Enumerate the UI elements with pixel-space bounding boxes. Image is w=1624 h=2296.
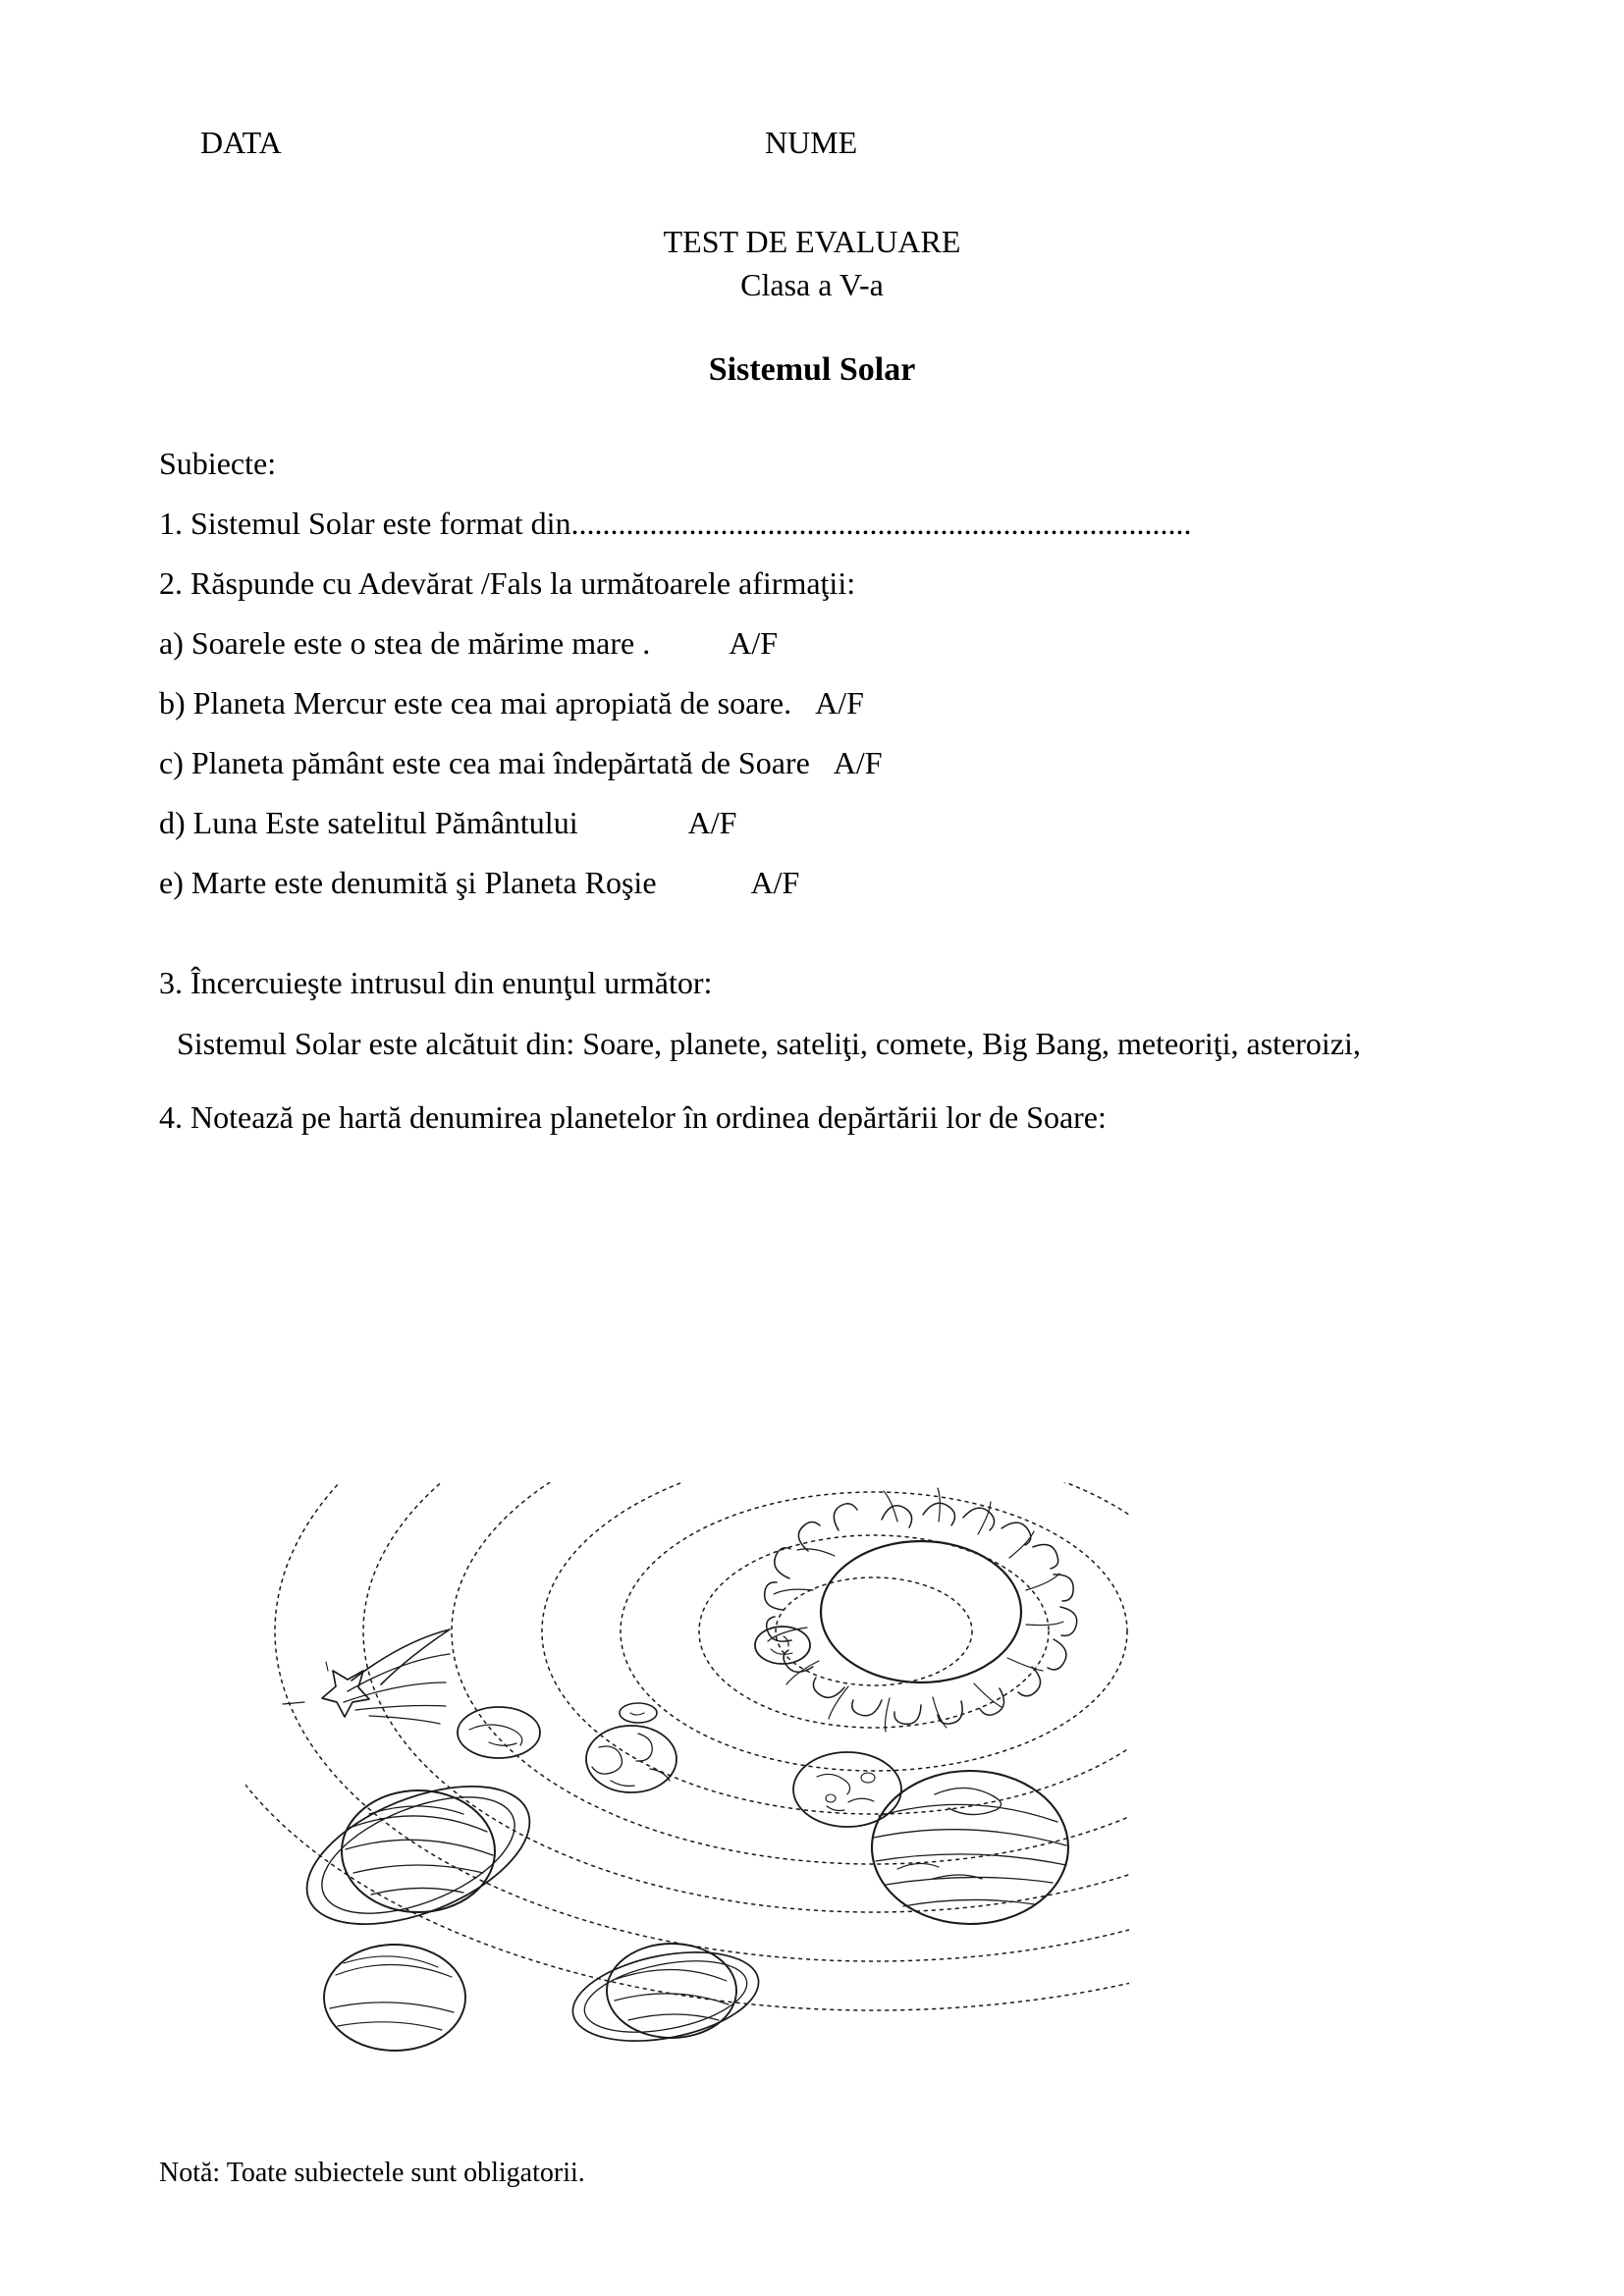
truefalse-a-text: a) Soarele este o stea de mărime mare . bbox=[159, 625, 651, 661]
moon bbox=[620, 1703, 657, 1723]
question-1 bbox=[159, 504, 1475, 543]
truefalse-b-spacer bbox=[791, 683, 815, 722]
question-4: 4. Notează pe hartă denumirea planetelor în ordinea depărtării lor de Soare: bbox=[159, 1099, 1107, 1135]
questions-container bbox=[159, 444, 1475, 1157]
orbit-earth bbox=[621, 1492, 1127, 1771]
truefalse-item-e bbox=[159, 863, 1475, 902]
mars bbox=[793, 1752, 901, 1827]
orbit-jupiter bbox=[452, 1453, 1129, 1864]
question-1-text: 1. Sistemul Solar este format din bbox=[159, 506, 571, 541]
uranus bbox=[566, 1938, 767, 2055]
page-title: Sistemul Solar bbox=[708, 351, 916, 388]
question-2: 2. Răspunde cu Adevărat /Fals la următoarele afirmaţii: bbox=[159, 565, 856, 601]
orbit-saturn bbox=[363, 1453, 1129, 1912]
truefalse-e-spacer bbox=[657, 863, 751, 902]
orbit-paths bbox=[245, 1453, 1129, 2010]
orbit-mercury bbox=[776, 1577, 972, 1685]
name-label: NUME bbox=[765, 125, 858, 160]
test-title-block bbox=[159, 220, 1465, 306]
sun-with-corona bbox=[765, 1488, 1077, 1732]
uranus-ring-inner bbox=[578, 1949, 753, 2045]
saturn-ring-outer bbox=[288, 1758, 549, 1951]
subjects-label: Subiecte: bbox=[159, 446, 277, 481]
comet-head bbox=[322, 1671, 369, 1717]
question-1-answer-dots[interactable]: ............................................................................... bbox=[570, 506, 1192, 541]
truefalse-b-text: b) Planeta Mercur este cea mai apropiată de soare. bbox=[159, 685, 792, 721]
truefalse-e-answer[interactable]: A/F bbox=[750, 865, 800, 900]
saturn bbox=[288, 1758, 549, 1951]
truefalse-d-text: d) Luna Este satelitul Pământului bbox=[159, 805, 578, 840]
class-label: Clasa a V-a bbox=[740, 267, 884, 302]
question-3-statement[interactable]: Sistemul Solar este alcătuit din: Soare, planete, sateliţi, comete, Big Bang, meteoriţi, asteroizi, bbox=[177, 1026, 1361, 1061]
neptune bbox=[324, 1945, 465, 2051]
question-3: 3. Încercuieşte intrusul din enunţul următor: bbox=[159, 965, 713, 1000]
truefalse-item-b bbox=[159, 683, 1475, 722]
footer-note: Notă: Toate subiectele sunt obligatorii. bbox=[159, 2158, 585, 2188]
saturn-body bbox=[342, 1790, 495, 1912]
earth bbox=[586, 1726, 677, 1792]
truefalse-d-answer[interactable]: A/F bbox=[687, 805, 737, 840]
truefalse-item-a bbox=[159, 623, 1475, 663]
truefalse-e-text: e) Marte este denumită şi Planeta Roşie bbox=[159, 865, 657, 900]
truefalse-b-answer[interactable]: A/F bbox=[815, 685, 864, 721]
sun-corona bbox=[765, 1488, 1077, 1732]
orbit-neptune bbox=[245, 1453, 1129, 2010]
truefalse-d-spacer bbox=[578, 803, 688, 842]
truefalse-item-c bbox=[159, 743, 1475, 782]
jupiter bbox=[872, 1771, 1068, 1924]
solar-system-illustration bbox=[245, 1453, 1129, 2071]
venus bbox=[458, 1707, 540, 1758]
test-title: TEST DE EVALUARE bbox=[663, 224, 961, 259]
document-header-row bbox=[159, 123, 1465, 168]
truefalse-c-answer[interactable]: A/F bbox=[833, 745, 883, 780]
date-label: DATA bbox=[200, 125, 282, 160]
truefalse-a-spacer bbox=[650, 623, 729, 663]
mercury bbox=[755, 1627, 810, 1664]
orbit-mars bbox=[542, 1453, 1129, 1814]
comet bbox=[283, 1629, 450, 1724]
uranus-body bbox=[607, 1944, 736, 2038]
truefalse-c-text: c) Planeta pământ este cea mai îndepărtată de Soare bbox=[159, 745, 810, 780]
truefalse-c-spacer bbox=[810, 743, 834, 782]
sun-disc bbox=[821, 1541, 1021, 1682]
truefalse-item-d bbox=[159, 803, 1475, 842]
truefalse-a-answer[interactable]: A/F bbox=[729, 625, 778, 661]
